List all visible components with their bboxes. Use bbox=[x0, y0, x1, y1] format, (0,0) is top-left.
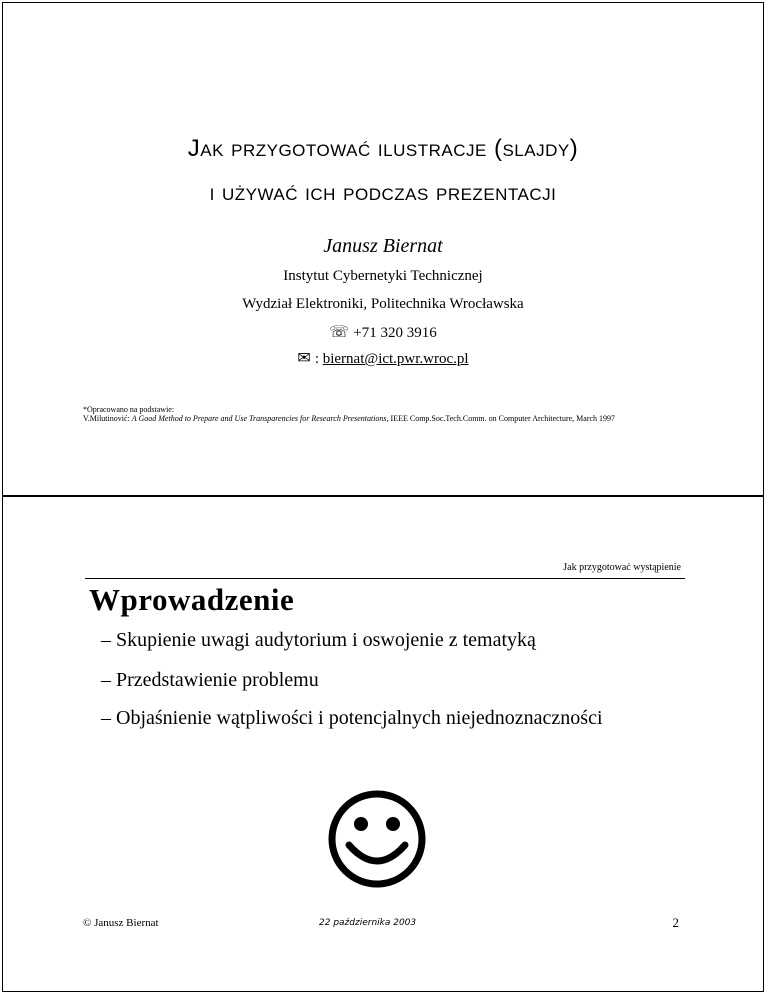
affiliation-faculty: Wydział Elektroniki, Politechnika Wrocławska bbox=[242, 296, 524, 312]
title-line-2: i używać ich podczas prezentacji bbox=[209, 179, 557, 206]
footer-date: 22 października 2003 bbox=[319, 918, 417, 928]
bullet-item: – Objaśnienie wątpliwości i potencjalnych niejednoznaczności bbox=[101, 707, 603, 729]
footnote-label: *Opracowano na podstawie: bbox=[83, 405, 175, 414]
bullet-item: – Skupienie uwagi audytorium i oswojenie z tematyką bbox=[101, 629, 536, 651]
slide-heading: Wprowadzenie bbox=[89, 582, 295, 617]
bullet-item: – Przedstawienie problemu bbox=[101, 669, 319, 691]
footer-copyright: © Janusz Biernat bbox=[83, 917, 159, 929]
footnote-rest: , IEEE Comp.Soc.Tech.Comm. on Computer Architecture, March 1997 bbox=[386, 414, 616, 423]
email-prefix: : bbox=[314, 351, 319, 367]
affiliation-institute: Instytut Cybernetyki Technicznej bbox=[283, 268, 483, 284]
footnote-author: V.Milutinović: bbox=[83, 414, 132, 423]
author-name: Janusz Biernat bbox=[323, 235, 443, 257]
phone-icon: ☏ bbox=[329, 322, 350, 341]
footnote-reference bbox=[83, 414, 683, 424]
phone-line bbox=[3, 322, 763, 342]
running-header: Jak przygotować wystąpienie bbox=[563, 562, 681, 573]
smiley-icon bbox=[325, 787, 429, 891]
email-link[interactable]: biernat@ict.pwr.wroc.pl bbox=[322, 351, 469, 367]
page-number: 2 bbox=[672, 915, 679, 930]
footnote-title: A Good Method to Prepare and Use Transparencies for Research Presentations bbox=[131, 414, 387, 423]
mail-icon: ✉ bbox=[297, 348, 311, 367]
title-line-1: Jak przygotować ilustracje (slajdy) bbox=[187, 135, 579, 162]
email-line bbox=[3, 348, 763, 368]
slide-2 bbox=[2, 496, 764, 992]
header-rule bbox=[85, 578, 685, 579]
slide-1 bbox=[2, 2, 764, 496]
phone-number: +71 320 3916 bbox=[353, 325, 437, 341]
